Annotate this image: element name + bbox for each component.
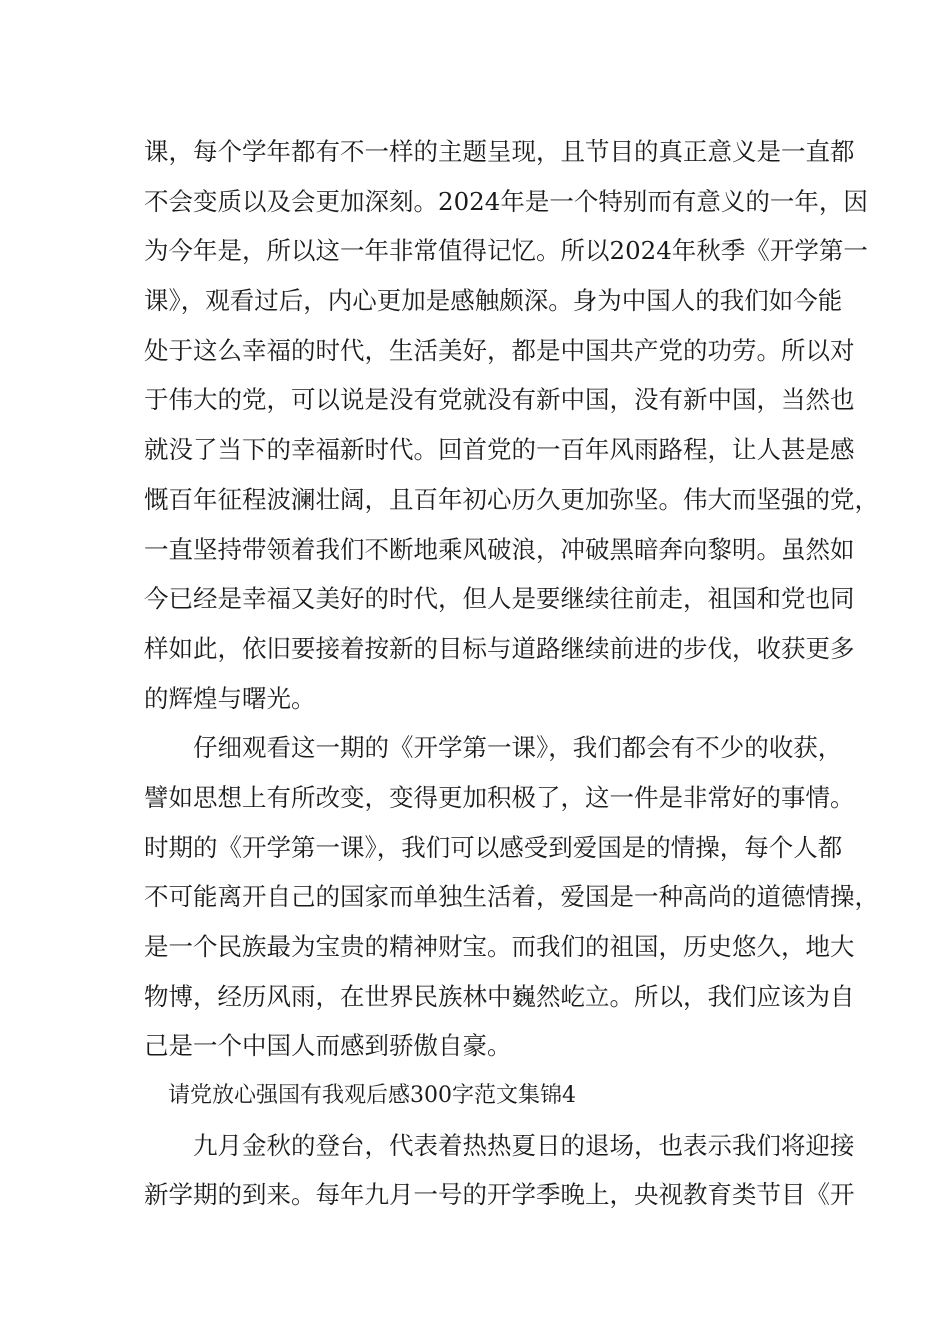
paragraph-start-line: 仔细观看这一期的《开学第一课》，我们都会有不少的收获，	[193, 733, 843, 763]
text-line: 不可能离开自己的国家而单独生活着，爱国是一种高尚的道德情操，	[144, 882, 879, 912]
text-line: 新学期的到来。每年九月一号的开学季晚上，央视教育类节目《开	[144, 1180, 855, 1210]
text-line: 为今年是，所以这一年非常值得记忆。所以2024年秋季《开学第一	[144, 236, 868, 266]
text-line: 己是一个中国人而感到骄傲自豪。	[144, 1031, 512, 1061]
document-body	[144, 127, 879, 1220]
text-line: 物博，经历风雨，在世界民族林中巍然屹立。所以，我们应该为自	[144, 981, 855, 1011]
text-line: 课，每个学年都有不一样的主题呈现，且节目的真正意义是一直都	[144, 137, 855, 166]
section-heading: 请党放心强国有我观后感300字范文集锦4	[168, 1083, 576, 1109]
text-line: 慨百年征程波澜壮阔，且百年初心历久更加弥坚。伟大而坚强的党，	[144, 484, 879, 514]
text-line: 不会变质以及会更加深刻。2024年是一个特别而有意义的一年，因	[144, 186, 868, 216]
text-line: 处于这么幸福的时代，生活美好，都是中国共产党的功劳。所以对	[144, 335, 855, 365]
text-line: 样如此，依旧要接着按新的目标与道路继续前进的步伐，收获更多	[144, 633, 855, 663]
text-line: 是一个民族最为宝贵的精神财宝。而我们的祖国，历史悠久，地大	[144, 932, 855, 961]
text-line: 就没了当下的幸福新时代。回首党的一百年风雨路程，让人甚是感	[144, 435, 855, 465]
text-line: 今已经是幸福又美好的时代，但人是要继续往前走，祖国和党也同	[144, 584, 855, 614]
text-line: 的辉煌与曙光。	[144, 683, 316, 713]
paragraph-start-line: 九月金秋的登台，代表着热热夏日的退场，也表示我们将迎接	[193, 1130, 855, 1160]
text-line: 譬如思想上有所改变，变得更加积极了，这一件是非常好的事情。	[144, 782, 855, 812]
text-line: 课》，观看过后，内心更加是感触颇深。身为中国人的我们如今能	[144, 286, 843, 316]
text-line: 时期的《开学第一课》，我们可以感受到爱国是的情操，每个人都	[144, 832, 843, 862]
text-line: 一直坚持带领着我们不断地乘风破浪，冲破黑暗奔向黎明。虽然如	[144, 534, 855, 564]
text-line: 于伟大的党，可以说是没有党就没有新中国，没有新中国，当然也	[144, 385, 855, 415]
